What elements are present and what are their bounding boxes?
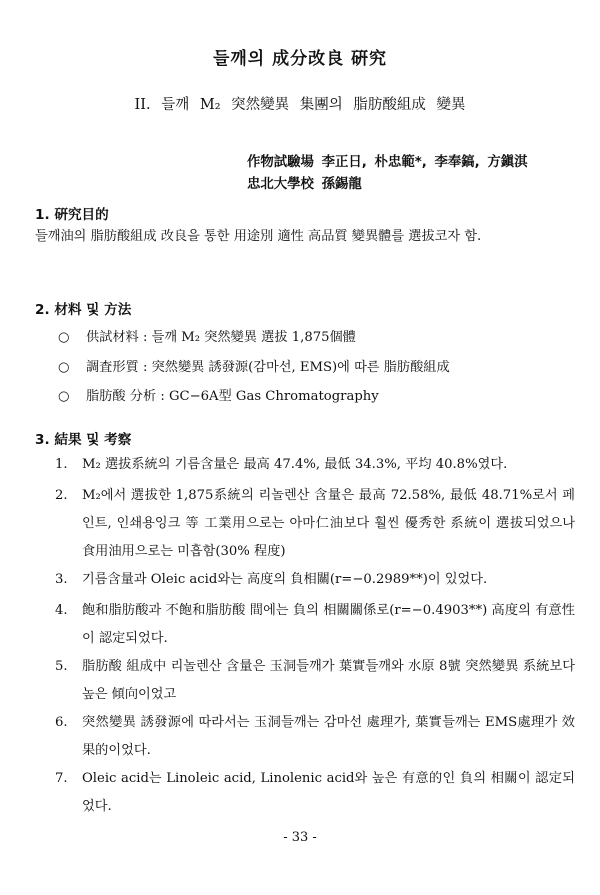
result-text: 突然變異 誘發源에 따라서는 玉洞들깨는 감마선 處理가, 葉實들깨는 EMS處理가 效果的이었다.: [82, 715, 575, 758]
result-item: [55, 653, 575, 709]
bullet-mark: ○: [58, 330, 70, 345]
result-number: 3.: [55, 572, 68, 587]
result-number: 7.: [55, 771, 68, 786]
result-text: 飽和脂肪酸과 不飽和脂肪酸 間에는 負의 相關關係로(r=−0.4903**) 高度의 有意性이 認定되었다.: [82, 603, 575, 646]
result-text: M₂ 選拔系統의 기름含量은 最高 47.4%, 最低 34.3%, 平均 40.8%였다.: [82, 457, 508, 472]
result-item: [55, 566, 575, 594]
result-item: [55, 765, 575, 821]
paper-title: 들깨의 成分改良 硏究: [212, 49, 388, 69]
result-text: M₂에서 選拔한 1,875系統의 리놀렌산 含量은 最高 72.58%, 最低 48.71%로서 페인트, 인쇄용잉크 等 工業用으로는 아마仁油보다 훨씬 優秀한 系統이 選拔되었으나 食用油用으로는 미흡함(30% 程度): [82, 488, 575, 559]
authors-block: [247, 152, 528, 196]
section-2-heading: 2. 材料 및 方法: [35, 302, 132, 318]
result-item: [55, 482, 575, 566]
result-number: 6.: [55, 715, 68, 730]
section-1-text: 들깨油의 脂肪酸組成 改良을 통한 用途別 適性 高品質 變異體를 選拔코자 함.: [35, 229, 482, 244]
section-3-heading: 3. 結果 및 考察: [35, 432, 132, 448]
method-bullet: [58, 326, 356, 345]
result-number: 2.: [55, 488, 68, 503]
paper-subtitle: II. 들깨 M₂ 突然變異 集團의 脂肪酸組成 變異: [134, 97, 466, 113]
bullet-text: 調査形質 : 突然變異 誘發源(감마선, EMS)에 따른 脂肪酸組成: [86, 360, 450, 375]
method-bullet: [58, 385, 379, 404]
result-text: 脂肪酸 組成中 리놀렌산 含量은 玉洞들깨가 葉實들깨와 水原 8號 突然變異 系統보다 높은 傾向이었고: [82, 659, 575, 702]
bullet-text: 供試材料 : 들깨 M₂ 突然變異 選拔 1,875個體: [86, 330, 356, 345]
bullet-text: 脂肪酸 分析 : GC−6A型 Gas Chromatography: [86, 389, 379, 404]
result-item: [55, 597, 575, 653]
result-number: 1.: [55, 457, 68, 472]
result-text: 기름含量과 Oleic acid와는 高度의 負相關(r=−0.2989**)이 있었다.: [82, 572, 488, 587]
authors-line-1: 作物試驗場 李正日, 朴忠範*, 李奉鎬, 方鎭淇: [247, 155, 528, 170]
method-bullet: [58, 356, 450, 375]
result-number: 4.: [55, 603, 68, 618]
result-number: 5.: [55, 659, 68, 674]
result-text: Oleic acid는 Linoleic acid, Linolenic acid와 높은 有意的인 負의 相關이 認定되었다.: [82, 771, 575, 814]
section-1-heading: 1. 硏究目的: [35, 207, 109, 223]
bullet-mark: ○: [58, 360, 70, 375]
authors-line-2: 忠北大學校 孫錫龍: [247, 177, 362, 192]
result-item: [55, 709, 575, 765]
page-number: - 33 -: [283, 830, 317, 845]
bullet-mark: ○: [58, 389, 70, 404]
result-item: [55, 451, 575, 479]
